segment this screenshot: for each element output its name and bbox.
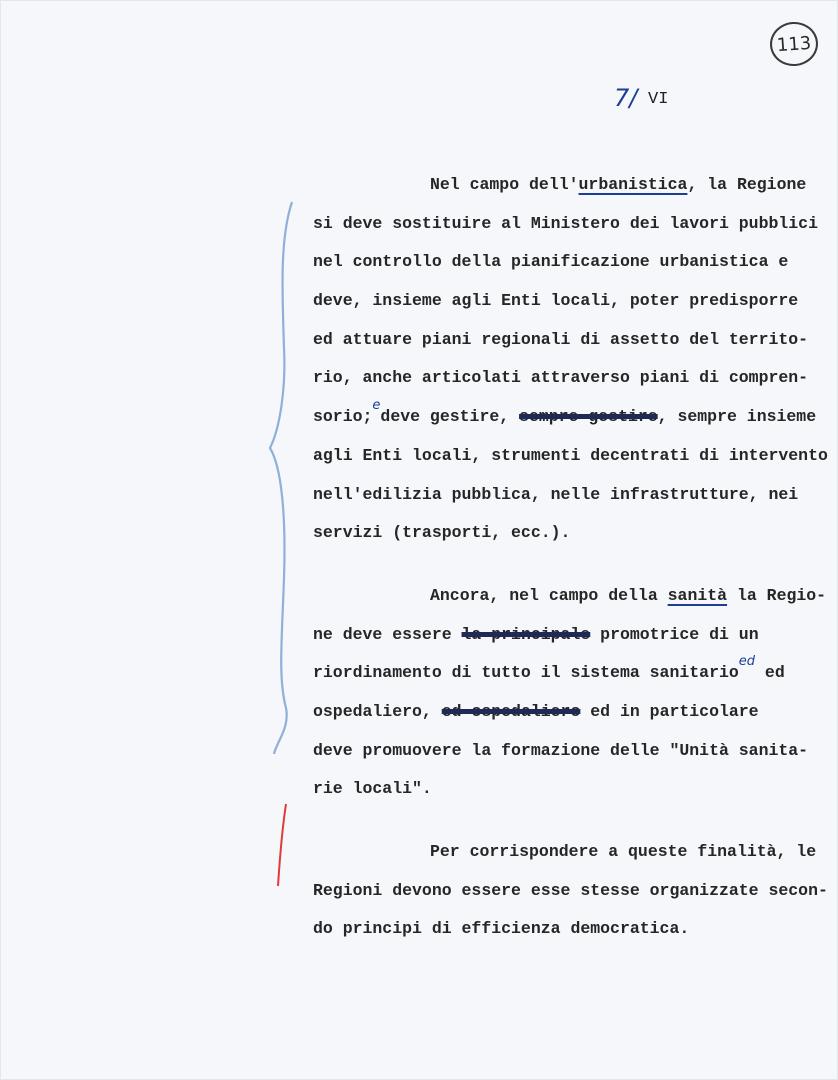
text-line bbox=[313, 282, 823, 321]
text-run: ed attuare piani regionali di assetto del territo- bbox=[313, 329, 809, 349]
text-line bbox=[313, 437, 828, 476]
text-run: deve promuovere la formazione delle "Unità sanita- bbox=[313, 740, 809, 760]
text-line bbox=[313, 654, 823, 693]
text-run: sorio; bbox=[313, 407, 373, 427]
text-line bbox=[313, 205, 823, 244]
text-line bbox=[313, 398, 823, 437]
text-run: ed bbox=[755, 663, 785, 683]
text-run: servizi (trasporti, ecc.). bbox=[313, 523, 571, 543]
text-line bbox=[313, 321, 823, 360]
text-line bbox=[313, 693, 823, 732]
text-line bbox=[313, 770, 823, 809]
text-line bbox=[313, 359, 823, 398]
text-run: deve gestire, bbox=[380, 407, 520, 427]
typescript-body bbox=[313, 166, 828, 949]
paragraph bbox=[313, 577, 827, 809]
text-line bbox=[313, 910, 823, 949]
text-run: rie locali". bbox=[313, 779, 432, 799]
text-run: riordinamento di tutto il sistema sanitario bbox=[313, 663, 739, 683]
text-line bbox=[313, 476, 823, 515]
text-run: ne deve essere bbox=[313, 624, 462, 644]
handwritten-insertion: e bbox=[372, 398, 381, 414]
text-run: Per corrispondere a queste finalità, le bbox=[430, 842, 817, 861]
paragraph bbox=[313, 166, 828, 553]
red-pencil-margin-line bbox=[272, 800, 292, 890]
text-run: do principi di efficienza democratica. bbox=[313, 919, 690, 939]
text-run: nel controllo della pianificazione urbanistica e bbox=[313, 252, 789, 272]
handwritten-mark: 7/ bbox=[614, 84, 638, 112]
text-run: Nel campo dell' bbox=[430, 175, 579, 194]
text-line bbox=[313, 872, 828, 911]
underlined-text: sanità bbox=[667, 585, 728, 605]
text-run: deve, insieme agli Enti locali, poter predisporre bbox=[313, 291, 799, 311]
text-line bbox=[313, 514, 823, 553]
paragraph-gap bbox=[313, 553, 823, 577]
underlined-text: urbanistica bbox=[578, 175, 688, 194]
text-line bbox=[313, 833, 823, 872]
struck-text: sempre gestire bbox=[519, 407, 658, 427]
text-run: promotrice di un bbox=[590, 624, 759, 644]
text-run: ed in particolare bbox=[580, 701, 759, 721]
handwritten-insertion: ed bbox=[738, 654, 756, 670]
text-run: rio, anche articolati attraverso piani di compren- bbox=[313, 368, 809, 388]
text-run: ospedaliero, bbox=[313, 701, 442, 721]
text-run: , sempre insieme bbox=[657, 407, 817, 427]
paragraph bbox=[313, 833, 828, 949]
struck-text: ed ospedaliero bbox=[441, 701, 581, 721]
struck-text: la principale bbox=[461, 624, 591, 644]
section-label: VI bbox=[648, 90, 669, 109]
text-line bbox=[313, 577, 827, 616]
text-run: , la Regione bbox=[687, 175, 807, 194]
text-run: Ancora, nel campo della bbox=[430, 585, 668, 605]
paragraph-gap bbox=[313, 809, 823, 833]
blue-pencil-margin-line bbox=[262, 198, 302, 758]
text-line bbox=[313, 243, 823, 282]
text-run: Regioni devono essere esse stesse organizzate secon- bbox=[313, 880, 828, 900]
text-run: la Regio- bbox=[727, 585, 827, 605]
text-run: nell'edilizia pubblica, nelle infrastrutture, nei bbox=[313, 484, 799, 504]
text-line bbox=[313, 166, 823, 205]
text-run: agli Enti locali, strumenti decentrati di intervento bbox=[313, 445, 828, 465]
page-number-stamp: 113 bbox=[769, 20, 820, 67]
text-line bbox=[313, 732, 823, 771]
text-run: si deve sostituire al Ministero dei lavori pubblici bbox=[313, 213, 818, 233]
text-line bbox=[313, 616, 823, 655]
